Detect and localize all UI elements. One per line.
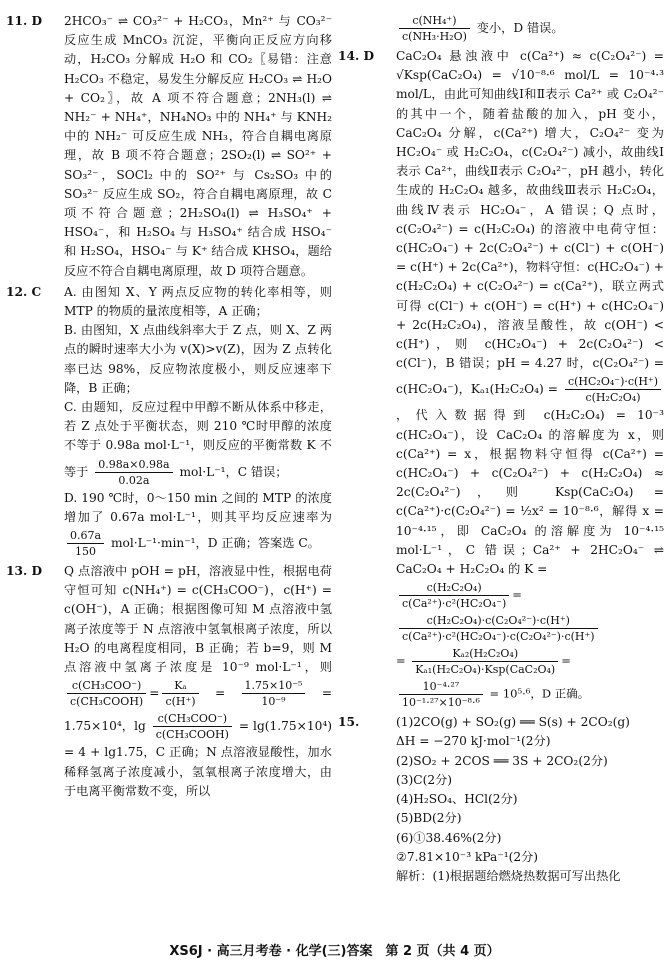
fraction-denominator: c(Ca²⁺)·c²(HC₂O₄⁻) — [402, 597, 507, 611]
answer-12 — [6, 283, 332, 560]
answer-11 — [6, 12, 332, 281]
fraction-denominator: c(CH₃COOH) — [155, 728, 229, 742]
equals-sign: = — [214, 686, 226, 701]
fraction-denominator: 10⁻¹·²⁷×10⁻⁸·⁶ — [402, 696, 480, 710]
answer-13 — [6, 562, 332, 801]
fraction-denominator: 10⁻⁹ — [261, 695, 286, 709]
answer-text: Q 点溶液中 pOH = pH，溶液显中性，根据电荷守恒可知 c(NH₄⁺) = c(CH₃COO⁻)，c(H⁺) = c(OH⁻)，A 正确；根据图像可知 M 点溶液中氢离子浓度等于 N 点溶液中氢氧根离子浓度，所以 H₂O 的电离程度相同，B 正确；若 b=9，则 M 点溶液中氢离子浓度是 10⁻⁹ mol·L⁻¹，则 $\frac{\text{c(CH₃COO⁻)}}{\text{c(CH₃COOH)}}$ = $\frac{\text{Kₐ}}{c(H^+)}$ = $\frac{\text{1.75×10⁻⁵}}{\text{10⁻⁹}}$ = 1.75×10⁴，lg $\frac{\text{c(CH₃COO⁻)}}{\text{c(CH₃COOH)}}$ = lg(1.75×10⁴) = 4 + lg1.75，C 正确；N 点溶液显酸性，加水稀释氢离子浓度减小，氢氧根离子浓度增大，由于电离平衡常数不变，所以 — [64, 564, 333, 798]
fraction-numerator: c(CH₃COO⁻) — [153, 711, 232, 727]
option-d-tail: mol·L⁻¹·min⁻¹，D 正确；答案选 C。 — [110, 536, 320, 551]
page-footer: XS6J · 高三月考卷 · 化学(三)答案 第 2 页（共 4 页） — [169, 944, 500, 959]
answer-text-part: ，代入数据得到 c(H₂C₂O₄) = 10⁻³ c(HC₂O₄⁻)，设 CaC₂O₄ 的溶解度为 x，则 c(Ca²⁺) = x，根据物料守恒得 c(Ca²⁺) = c(HC₂O₄⁻) + c(C₂O₄²⁻) + c(H₂C₂O₄) ≈ 2c(C₂O₄²⁻)，则 Ksp(CaC₂O₄) = c(Ca²⁺)·c(C₂O₄²⁻) = ½x² = 10⁻⁸·⁶，解得 x = 10⁻⁴·¹⁵，即 CaC₂O₄ 的溶解度为 10⁻⁴·¹⁵ mol·L⁻¹，C 错误；Ca²⁺ + 2HC₂O₄⁻ ⇌ CaC₂O₄ + H₂C₂O₄ 的 K = — [396, 408, 664, 577]
answer-15-line-5: (4)H₂SO₄、HCl(2分) — [396, 792, 518, 807]
fraction-denominator: c(Ca²⁺)·c²(HC₂O₄⁻)·c(C₂O₄²⁻)·c(H⁺) — [402, 630, 595, 644]
answer-14 — [338, 47, 664, 711]
option-c-text — [64, 398, 332, 489]
fraction-numerator: 0.67a — [67, 528, 104, 544]
log-ratio-fraction — [153, 711, 232, 742]
k-derivation: $\frac{\text{c(H₂C₂O₄)}}{\text{c(Ca²⁺)·c²(HC₂O₄⁻)}}$ = $\frac{\text{c(H₂C₂O₄)·c(C₂O₄²⁻)·c(H⁺)}}{\text{c(Ca²⁺)·c²(HC₂O₄⁻)·c(C₂O₄²⁻)·c(H⁺)}}$ = $\frac{\text{Kₐ₂(H₂C₂O₄)}}{\text{Kₐ₁(H₂C₂O₄)·Ksp(CaC₂O₄)}}$ = $\frac{\text{10⁻⁴·²⁷}}{\text{10⁻¹·²⁷×10⁻⁸·⁶}}$ = 10⁵·⁶，D 正确。 — [396, 579, 664, 711]
ka-fraction — [162, 678, 198, 709]
k-fraction-1 — [399, 580, 509, 611]
value-fraction — [242, 678, 306, 709]
answer-text-part: 变小，D 错误。 — [476, 21, 564, 35]
answer-number: 14. D — [338, 49, 375, 63]
fraction-numerator: 0.98a×0.98a — [95, 457, 172, 473]
equilibrium-constant-fraction — [95, 457, 172, 488]
left-column — [6, 12, 332, 803]
fraction-numerator: 10⁻⁴·²⁷ — [399, 679, 483, 695]
fraction-denominator: c(NH₃·H₂O) — [402, 30, 467, 43]
answer-number: 12. C — [6, 284, 42, 299]
fraction-denominator: c(H⁺) — [165, 695, 196, 709]
option-c-line: C. 由题知，反应过程中甲醇不断从体系中移走，若 Z 点处于平衡状态，则 210 ℃时甲醇的浓度不等于 0.98a mol·L⁻¹，则反应的平衡常数 K 不等于 — [64, 400, 332, 479]
answer-text: 2HCO₃⁻ ⇌ CO₃²⁻ + H₂CO₃，Mn²⁺ 与 CO₃²⁻ 反应生成 MnCO₃ 沉淀，平衡向正反应方向移动，H₂CO₃ 分解成 H₂O 和 CO₂〖易错：注意 H₂CO₃ 不稳定，易发生分解反应 H₂CO₃ ⇌ H₂O + CO₂〗，故 A 项不符合题意；2NH₃(l) ⇌ NH₂⁻ + NH₄⁺，NH₄NO₃ 中的 NH₄⁺ 与 KNH₂ 中的 NH₂⁻ 可反应生成 NH₃，符合自耦电离原理，故 B 项不符合题意；2SO₂(l) ⇌ SO²⁺ + SO₃²⁻，SOCl₂ 中的 SO²⁺ 与 Cs₂SO₃ 中的 SO₃²⁻ 反应生成 SO₂，符合自耦电离原理，故 C 项不符合题意；2H₂SO₄(l) ⇌ H₃SO₄⁺ + HSO₄⁻，和 H₂SO₄ 与 H₃SO₄⁺ 结合成 HSO₄⁻ 和 H₂SO₄，HSO₄⁻ 与 K⁺ 结合成 KHSO₄，题给反应不符合自耦电离原理，故 D 项符合题意。 — [64, 14, 332, 278]
answer-13-continued — [338, 12, 664, 45]
answer-15-line-2: ΔH = −270 kJ·mol⁻¹(2分) — [396, 734, 551, 749]
answer-15-line-4: (3)C(2分) — [396, 772, 453, 787]
fraction-numerator: c(NH₄⁺) — [399, 13, 470, 29]
answer-text-part: Q 点溶液中 pOH = pH，溶液显中性，根据电荷守恒可知 c(NH₄⁺) = c(CH₃COO⁻)，c(H⁺) = c(OH⁻)，A 正确；根据图像可知 M 点溶液中氢离子浓度等于 N 点溶液中氢氧根离子浓度，所以 H₂O 的电离程度相同，B 正确；若 b=9，则 M 点溶液中氢离子浓度是 10⁻⁹ mol·L⁻¹，则 — [64, 564, 332, 675]
option-c-tail: mol·L⁻¹，C 错误； — [179, 464, 288, 479]
option-b-text: B. 由图知，X 点曲线斜率大于 Z 点，则 X、Z 两点的瞬时速率大小为 v(X)>v(Z)，因为 Z 点转化率已达 98%，反应物浓度极小，则反应速率下降，B 正确； — [64, 323, 332, 395]
ratio-fraction — [67, 678, 146, 709]
fraction-numerator: c(CH₃COO⁻) — [67, 678, 146, 694]
fraction-denominator: c(H₂C₂O₄) — [585, 391, 641, 405]
fraction-numerator: c(H₂C₂O₄)·c(C₂O₄²⁻)·c(H⁺) — [399, 613, 598, 629]
answer-text-part: = lg(1.75×10⁴) = 4 + lg1.75，C 正确；N 点溶液显酸性，加水稀释氢离子浓度减小，氢氧根离子浓度增大，由于电离平衡常数不变，所以 — [64, 719, 333, 798]
answer-number: 11. D — [6, 14, 43, 28]
answer-text — [396, 47, 664, 579]
fraction-numerator: c(H₂C₂O₄) — [399, 580, 509, 596]
fraction-numerator: Kₐ₂(H₂C₂O₄) — [412, 646, 558, 662]
answer-15-line-6: (5)BD(2分) — [396, 811, 462, 826]
k-fraction-4 — [399, 679, 483, 710]
fraction-denominator: 150 — [75, 545, 97, 559]
answer-15-line-3: (2)SO₂ + 2COS ══ 3S + 2CO₂(2分) — [396, 753, 608, 768]
fraction-denominator: Kₐ₁(H₂C₂O₄)·Ksp(CaC₂O₄) — [415, 663, 556, 677]
ka1-fraction — [565, 374, 661, 405]
answer-15-line-9: 解析：(1)根据题给燃烧热数据可写出热化 — [396, 868, 621, 883]
answer-15-line-1: (1)2CO(g) + SO₂(g) ══ S(s) + 2CO₂(g) — [396, 715, 630, 730]
option-d-line: D. 190 ℃时，0～150 min 之间的 MTP 的浓度增加了 0.67a mol·L⁻¹，则其平均反应速率为 — [64, 490, 332, 524]
answer-number: 13. D — [6, 564, 43, 579]
k-fraction-2 — [399, 613, 598, 644]
option-a-text: A. 由图知 X、Y 两点反应物的转化率相等，则 MTP 的物质的量浓度相等，A 正确； — [64, 284, 332, 319]
answer-15-line-7: (6)①38.46%(2分) — [396, 830, 502, 845]
answer-15 — [338, 713, 664, 886]
fraction-denominator: c(CH₃COOH) — [70, 695, 144, 709]
option-d-text — [64, 489, 332, 560]
answer-number: 15. — [338, 715, 360, 730]
fraction-denominator: 0.02a — [118, 473, 150, 487]
answer-15-line-8: ②7.81×10⁻³ kPa⁻¹(2分) — [396, 849, 539, 864]
rate-fraction — [67, 528, 104, 559]
answer-text-part: = 1.75×10⁴，lg — [64, 686, 333, 734]
k-fraction-3 — [412, 646, 558, 677]
ammonium-ratio-fraction — [399, 13, 470, 44]
answer-text-part: = 10⁵·⁶，D 正确。 — [489, 686, 590, 701]
fraction-numerator: 1.75×10⁻⁵ — [242, 678, 306, 694]
answer-text-part: CaC₂O₄ 悬浊液中 c(Ca²⁺) ≈ c(C₂O₄²⁻) = √Ksp(CaC₂O₄) = √10⁻⁸·⁶ mol/L = 10⁻⁴·³ mol/L，由此可知曲线Ⅰ和Ⅱ表示 Ca²⁺ 或 C₂O₄²⁻ 的其中一个，随着盐酸的加入，pH 变小，CaC₂O₄ 分解，c(Ca²⁺) 增大，C₂O₄²⁻ 变为 HC₂O₄⁻ 或 H₂C₂O₄，c(C₂O₄²⁻) 减小，故曲线Ⅰ表示 Ca²⁺，曲线Ⅱ表示 C₂O₄²⁻，pH 越小，转化生成的 H₂C₂O₄ 越多，故曲线Ⅲ表示 H₂C₂O₄，曲线Ⅳ表示 HC₂O₄⁻，A 错误；Q 点时，c(C₂O₄²⁻) = c(H₂C₂O₄) 的溶液中电荷守恒：c(HC₂O₄⁻) + 2c(C₂O₄²⁻) + c(Cl⁻) + c(OH⁻) = c(H⁺) + 2c(Ca²⁺)，物料守恒：c(HC₂O₄⁻) + c(H₂C₂O₄) + c(C₂O₄²⁻) = c(Ca²⁺)，联立两式可得 c(Cl⁻) + c(OH⁻) = c(H⁺) + c(HC₂O₄⁻) + 2c(H₂C₂O₄)，溶液呈酸性，故 c(OH⁻) < c(H⁺)，则 c(HC₂O₄⁻) + 2c(C₂O₄²⁻) < c(Cl⁻)，B 错误；pH = 4.27 时，c(C₂O₄²⁻) = c(HC₂O₄⁻)，Kₐ₁(H₂C₂O₄) = — [396, 49, 664, 397]
fraction-numerator: Kₐ — [162, 678, 198, 694]
right-column — [338, 12, 664, 888]
fraction-numerator: c(HC₂O₄⁻)·c(H⁺) — [565, 374, 661, 390]
